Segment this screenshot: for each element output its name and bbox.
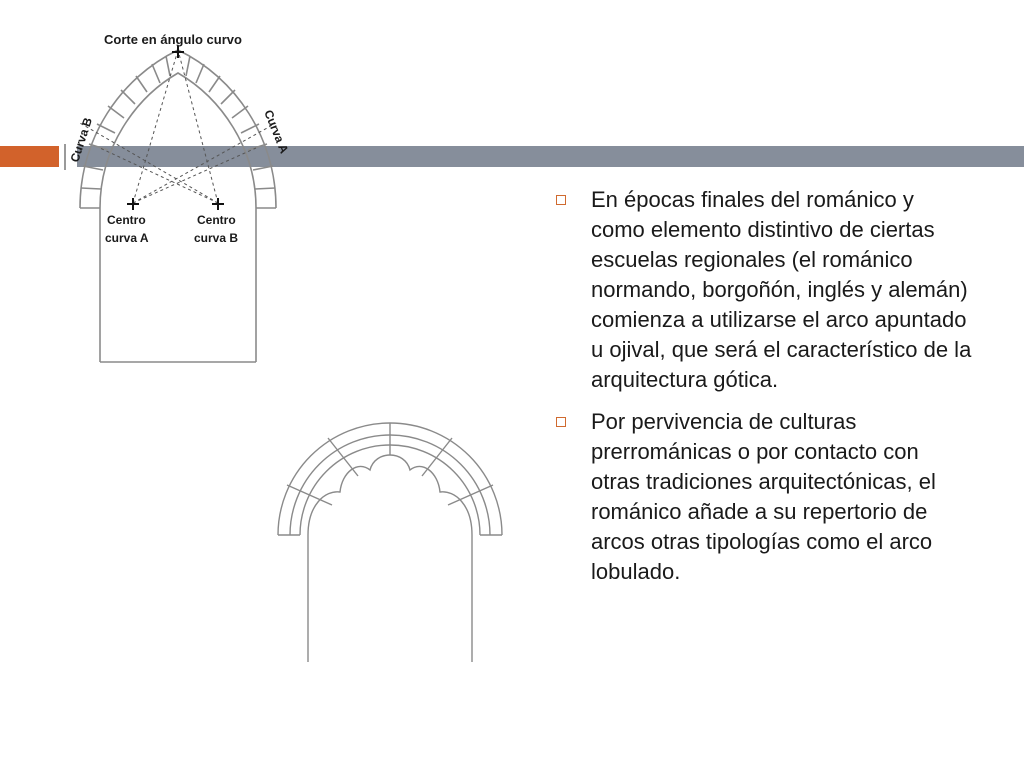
bullet-text: En épocas finales del románico y como elemento distintivo de ciertas escuelas regionales (el románico normando, borgoñón, inglés y alemán) comienza a utilizarse el arco apuntado u ojival, que será el característico de la arquitectura gótica.: [591, 187, 972, 392]
bullet-text: Por pervivencia de culturas prerrománicas o por contacto con otras tradiciones arquitectónicas, el románico añade a su repertorio de arcos otras tipologías como el arco lobulado.: [591, 409, 936, 584]
bullet-list: [552, 185, 972, 599]
pointed-arch-diagram: [60, 28, 310, 368]
center-a-label-line2: curva A: [105, 231, 149, 245]
square-bullet-icon: [556, 195, 566, 205]
pointed-arch-title: Corte en ángulo curvo: [104, 32, 242, 47]
bullet-item: [552, 185, 972, 395]
center-b-label-line2: curva B: [194, 231, 239, 245]
curve-b-label: Curva B: [67, 115, 96, 164]
square-bullet-icon: [556, 417, 566, 427]
center-a-label-line1: Centro: [107, 213, 146, 227]
lobed-arch-lobes: [308, 455, 472, 535]
bullet-item: [552, 407, 972, 587]
center-b-label-line1: Centro: [197, 213, 236, 227]
lobed-arch-diagram: [270, 410, 510, 670]
lobed-arch-inner: [300, 445, 480, 535]
header-accent-bar: [0, 146, 59, 167]
curve-a-label: Curva A: [261, 107, 292, 156]
